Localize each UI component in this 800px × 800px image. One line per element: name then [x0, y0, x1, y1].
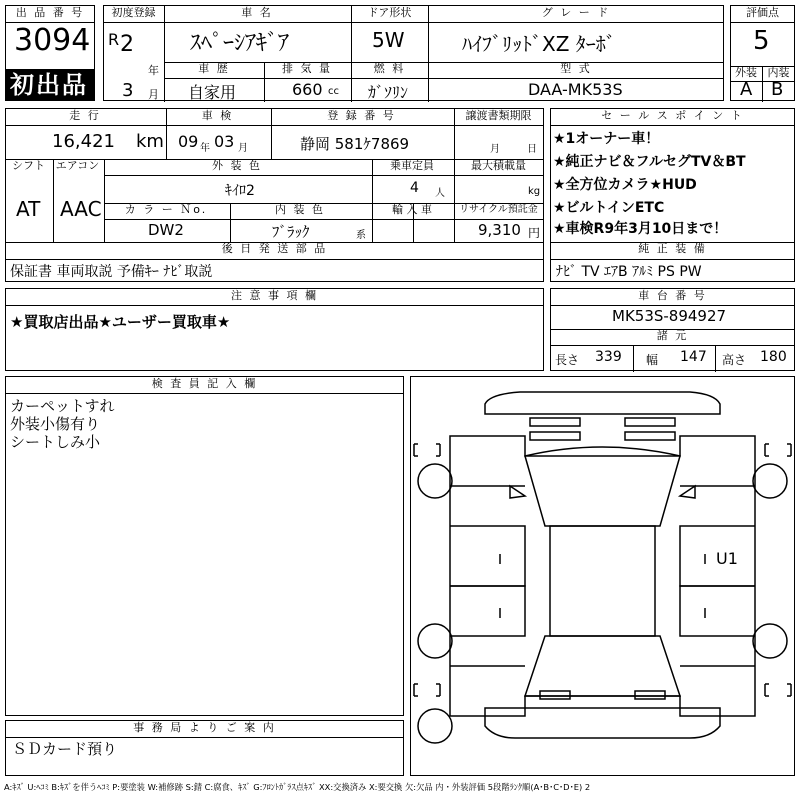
- office-text: ＳＤカード預り: [12, 740, 118, 758]
- load-label: 最大積載量: [471, 159, 526, 172]
- ac-value: AAC: [60, 197, 102, 221]
- door-label: ドア形状: [367, 6, 412, 19]
- int-color-value: ﾌﾞﾗｯｸ: [272, 223, 310, 241]
- fuel-value: ｶﾞｿﾘﾝ: [368, 83, 409, 102]
- height-label: 高さ: [722, 353, 747, 367]
- chassis-number: MK53S-894927: [612, 307, 727, 325]
- later-parts-label: 後 日 発 送 部 品: [221, 242, 328, 255]
- capacity-label: 乗車定員: [390, 159, 434, 172]
- width-label: 幅: [646, 353, 659, 367]
- inspector-line-3: シートしみ小: [10, 433, 101, 451]
- mileage-unit: km: [136, 131, 164, 152]
- sales-point-1: ★1オーナー車！: [553, 131, 660, 147]
- ac-label: エアコン: [55, 159, 100, 172]
- reg-label: 登 録 番 号: [327, 109, 396, 122]
- recycle-label: リサイクル預託金: [459, 204, 538, 215]
- insp-year: 09: [178, 132, 199, 151]
- reg-number: 静岡 581ｹ7869: [300, 135, 410, 153]
- insp-month-unit: 月: [238, 143, 248, 154]
- cc-unit: cc: [328, 86, 339, 97]
- fuel-label: 燃 料: [373, 62, 406, 75]
- type-label: 型 式: [560, 62, 592, 75]
- car-diagram: [410, 376, 795, 776]
- sales-label: セ ー ル ス ポ イ ン ト: [601, 109, 744, 122]
- sales-point-4: ★ビルトインETC: [553, 200, 665, 216]
- length-value: 339: [595, 349, 622, 365]
- transfer-day: 日: [527, 144, 537, 155]
- insp-year-unit: 年: [200, 143, 210, 154]
- color-no-label: カ ラ ー Ｎo.: [124, 203, 208, 216]
- notes-label: 注 意 事 項 欄: [231, 289, 318, 302]
- door-type: 5W: [372, 28, 405, 52]
- capacity-unit: 人: [435, 188, 445, 199]
- first-listing-text: 初出品: [10, 71, 88, 99]
- shift-label: シフト: [12, 159, 45, 172]
- height-value: 180: [760, 349, 787, 365]
- equip-label: 純 正 装 備: [638, 242, 707, 255]
- sales-point-2: ★純正ナビ＆フルセグTV＆BT: [553, 154, 746, 170]
- insp-month: 03: [214, 132, 235, 151]
- width-value: 147: [680, 349, 707, 365]
- history-value: 自家用: [188, 83, 237, 102]
- sales-point-5: ★車検R9年3月10日まで！: [553, 221, 728, 237]
- length-label: 長さ: [555, 353, 580, 367]
- shift-value: AT: [16, 197, 41, 221]
- grade-value: ﾊｲﾌﾞﾘｯﾄﾞXZ ﾀｰﾎﾞ: [462, 32, 616, 56]
- mileage-label: 走 行: [69, 109, 101, 122]
- recycle-unit: 円: [528, 226, 541, 240]
- model-label: 車 名: [241, 6, 273, 19]
- reg-year: 2: [120, 32, 134, 57]
- color-label: 外 装 色: [212, 159, 262, 172]
- lot-label: 出 品 番 号: [15, 6, 85, 19]
- transfer-month: 月: [490, 144, 500, 155]
- color-no-value: DW2: [148, 221, 184, 239]
- month-unit: 月: [148, 88, 159, 101]
- transfer-label: 譲渡書類期限: [465, 109, 532, 122]
- int-color-unit: 系: [356, 230, 366, 241]
- era: R: [108, 30, 120, 49]
- int-color-label: 内 装 色: [275, 203, 325, 216]
- dims-label: 諸 元: [656, 329, 689, 342]
- color-value: ｷｲﾛ2: [225, 183, 255, 199]
- later-parts-value: 保証書 車両取説 予備ｷｰ ﾅﾋﾞ取説: [10, 264, 213, 280]
- equip-value: ﾅﾋﾞ TV ｴｱB ｱﾙﾐ PS PW: [556, 264, 702, 280]
- history-label: 車 歴: [198, 62, 230, 75]
- office-label: 事 務 局 よ り ご 案 内: [133, 721, 276, 734]
- inspection-label: 車 検: [201, 109, 234, 122]
- inspector-line-2: 外装小傷有り: [10, 415, 101, 433]
- capacity-value: 4: [410, 180, 419, 196]
- damage-mark-u1: U1: [716, 549, 738, 568]
- recycle-value: 9,310: [478, 221, 521, 239]
- model-name: ｽﾍﾟｰｼｱｷﾞｱ: [190, 31, 290, 56]
- grade-label: グ レ ー ド: [541, 6, 611, 19]
- ext-label: 外装: [735, 66, 757, 79]
- score-value: 5: [753, 26, 770, 56]
- chassis-label: 車 台 番 号: [638, 289, 707, 302]
- int-label: 内装: [767, 66, 790, 79]
- int-grade: B: [771, 79, 784, 100]
- sales-point-3: ★全方位カメラ★HUD: [553, 177, 697, 193]
- inspector-line-1: カーペットすれ: [10, 397, 115, 415]
- load-unit: kg: [528, 186, 541, 197]
- type-value: DAA-MK53S: [528, 80, 623, 99]
- year-unit: 年: [148, 64, 159, 77]
- first-reg-label: 初度登録: [111, 6, 156, 19]
- legend-text: A:ｷｽﾞ U:ﾍｺﾐ B:ｷｽﾞを伴うﾍｺﾐ P:要塗装 W:補修跡 S:錆 C:腐食、ｷｽﾞ G:ﾌﾛﾝﾄｶﾞﾗｽ点ｷｽﾞ XX:交換済み X:要交換 欠:欠品 内・外装評価 5段階ﾗﾝｸ順(A･B･C･D･E) 2: [4, 782, 591, 792]
- score-label: 評価点: [746, 6, 779, 19]
- ext-grade: A: [740, 79, 753, 100]
- inspector-label: 検 査 員 記 入 欄: [151, 377, 258, 390]
- displacement-label: 排 気 量: [282, 62, 332, 75]
- reg-month: 3: [122, 80, 134, 101]
- import-label: 輸 入 車: [392, 203, 432, 216]
- displacement-value: 660: [292, 80, 323, 99]
- lot-number: 3094: [14, 23, 91, 58]
- mileage-value: 16,421: [52, 131, 115, 152]
- notes-text: ★買取店出品★ユーザー買取車★: [10, 313, 231, 331]
